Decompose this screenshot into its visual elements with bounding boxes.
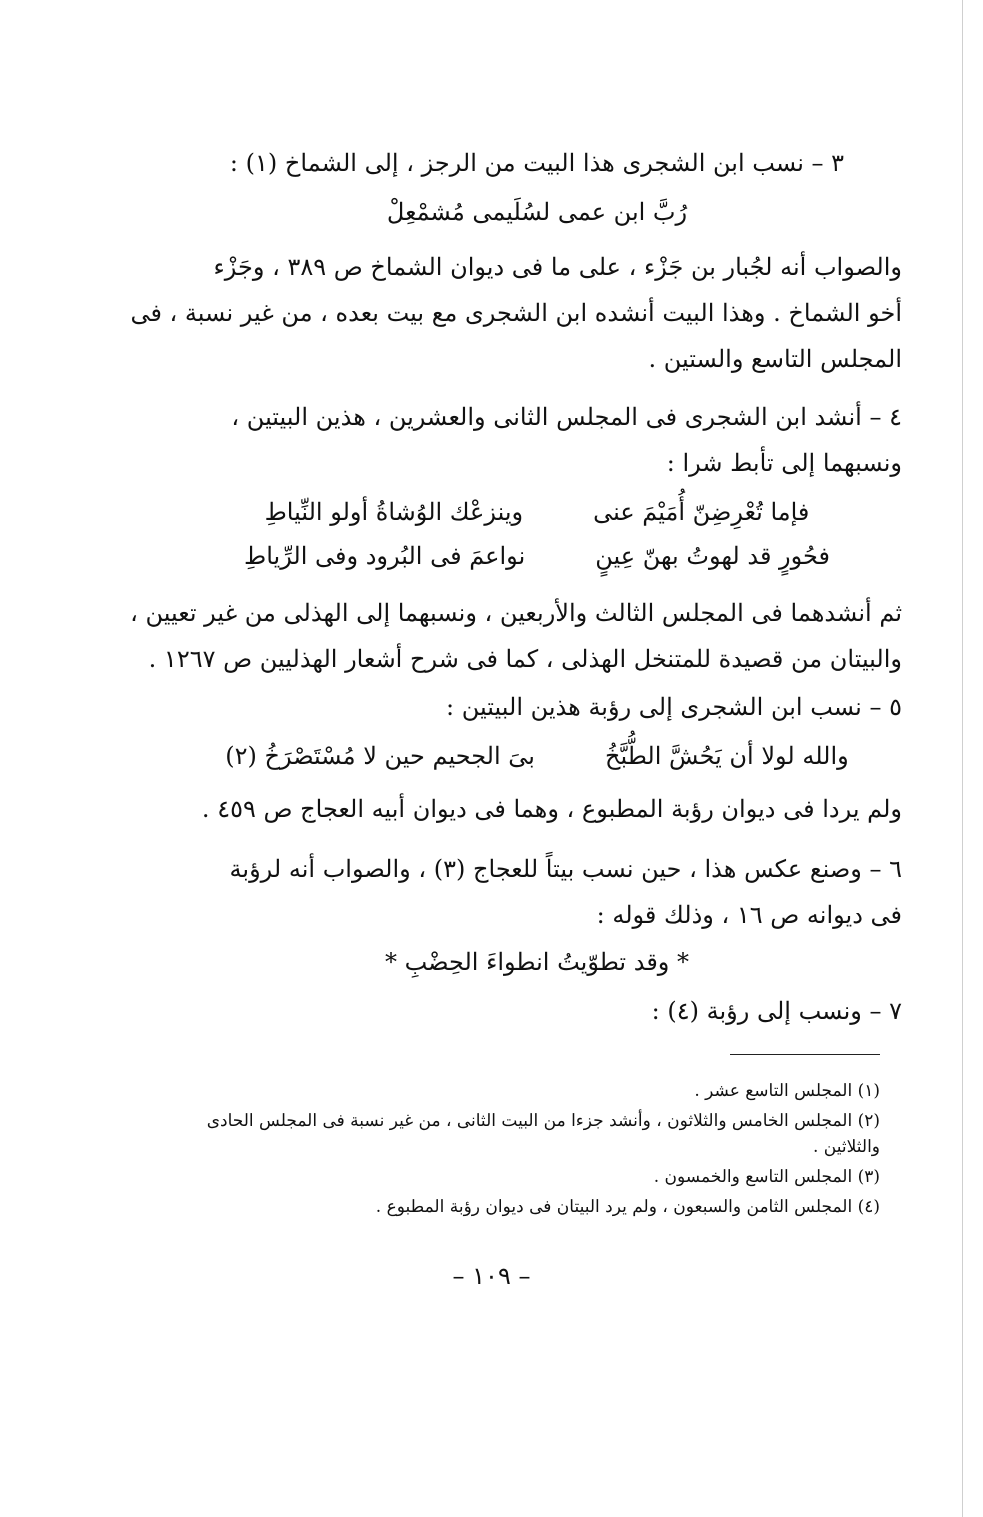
text-line: فى ديوانه ص ١٦ ، وذلك قوله : — [596, 901, 902, 929]
footnote-2-continued: والثلاثين . — [813, 1137, 880, 1157]
verse-hemistich-1: فحُورٍ قد لهوتُ بهنّ عِينٍ — [595, 542, 830, 570]
verse-hemistich-2: بىَ الجحيم حين لا مُسْتَصْرَخُ (٢) — [225, 742, 535, 770]
text-line: ٥ – نسب ابن الشجرى إلى رؤبة هذين البيتين : — [446, 693, 902, 721]
paragraph-5-body — [172, 786, 902, 832]
paragraph-6 — [172, 846, 902, 938]
verse-ruba — [172, 734, 902, 778]
text-line: ٧ – ونسب إلى رؤبة (٤) : — [651, 997, 902, 1025]
text-line: ٣ – نسب ابن الشجرى هذا البيت من الرجز ، إلى الشماخ (١) : — [229, 149, 845, 177]
verse-hemistich-1: فإما تُعْرِضِنّ أُمَيْمَ عنى — [593, 498, 810, 526]
text-line: ونسبهما إلى تأبط شرا : — [666, 449, 902, 477]
verse-hemistich-2: وينزعْك الوُشاةُ أولو النِّياطِ — [264, 498, 524, 526]
verse-line: * وقد تطوّيتُ انطواءَ الحِضْبِ * — [384, 948, 690, 976]
footnote-3: (٣) المجلس التاسع والخمسون . — [653, 1167, 880, 1187]
paragraph-4-heading — [172, 394, 902, 486]
paragraph-3-heading — [172, 140, 902, 186]
text-line: أخو الشماخ . وهذا البيت أنشده ابن الشجرى مع بيت بعده ، من غير نسبة ، فى — [130, 299, 902, 327]
footnotes — [190, 1078, 880, 1220]
paragraph-5-heading — [172, 684, 902, 730]
verse-hemistich-2: نواعمَ فى البُرود وفى الرِّياطِ — [244, 542, 526, 570]
text-line: ولم يردا فى ديوان رؤبة المطبوع ، وهما فى ديوان أبيه العجاج ص ٤٥٩ . — [201, 795, 902, 823]
verse-hidb — [172, 940, 902, 984]
verse-line: رُبَّ ابن عمى لسُلَيمى مُشمْعِلْ — [386, 198, 688, 226]
text-line: ٤ – أنشد ابن الشجرى فى المجلس الثانى والعشرين ، هذين البيتين ، — [231, 403, 902, 431]
paragraph-7 — [172, 988, 902, 1034]
verse-taabbata — [172, 490, 902, 578]
verse-hemistich-1: والله لولا أن يَحُشَّ الطُّبَّخُ — [604, 742, 849, 770]
paragraph-3-body — [130, 244, 902, 382]
paragraph-4-body — [130, 590, 902, 682]
footnote-1: (١) المجلس التاسع عشر . — [694, 1081, 880, 1101]
text-line: المجلس التاسع والستين . — [648, 345, 902, 373]
text-line: ثم أنشدهما فى المجلس الثالث والأربعين ، ونسبهما إلى الهذلى من غير تعيين ، — [130, 599, 902, 627]
footnote-separator — [730, 1054, 880, 1055]
page-number: – ١٠٩ – — [452, 1262, 531, 1290]
footnote-2: (٢) المجلس الخامس والثلاثون ، وأنشد جزءا من البيت الثانى ، من غير نسبة فى المجلس الحادى — [206, 1111, 880, 1131]
verse-rajaz — [172, 190, 902, 234]
text-line: والصواب أنه لجُبار بن جَزْء ، على ما فى ديوان الشماخ ص ٣٨٩ ، وجَزْء — [213, 253, 902, 281]
footnote-4: (٤) المجلس الثامن والسبعون ، ولم يرد البيتان فى ديوان رؤبة المطبوع . — [375, 1197, 880, 1217]
text-line: ٦ – وصنع عكس هذا ، حين نسب بيتاً للعجاج (٣) ، والصواب أنه لرؤبة — [229, 855, 902, 883]
text-line: والبيتان من قصيدة للمتنخل الهذلى ، كما فى شرح أشعار الهذليين ص ١٢٦٧ . — [148, 645, 902, 673]
